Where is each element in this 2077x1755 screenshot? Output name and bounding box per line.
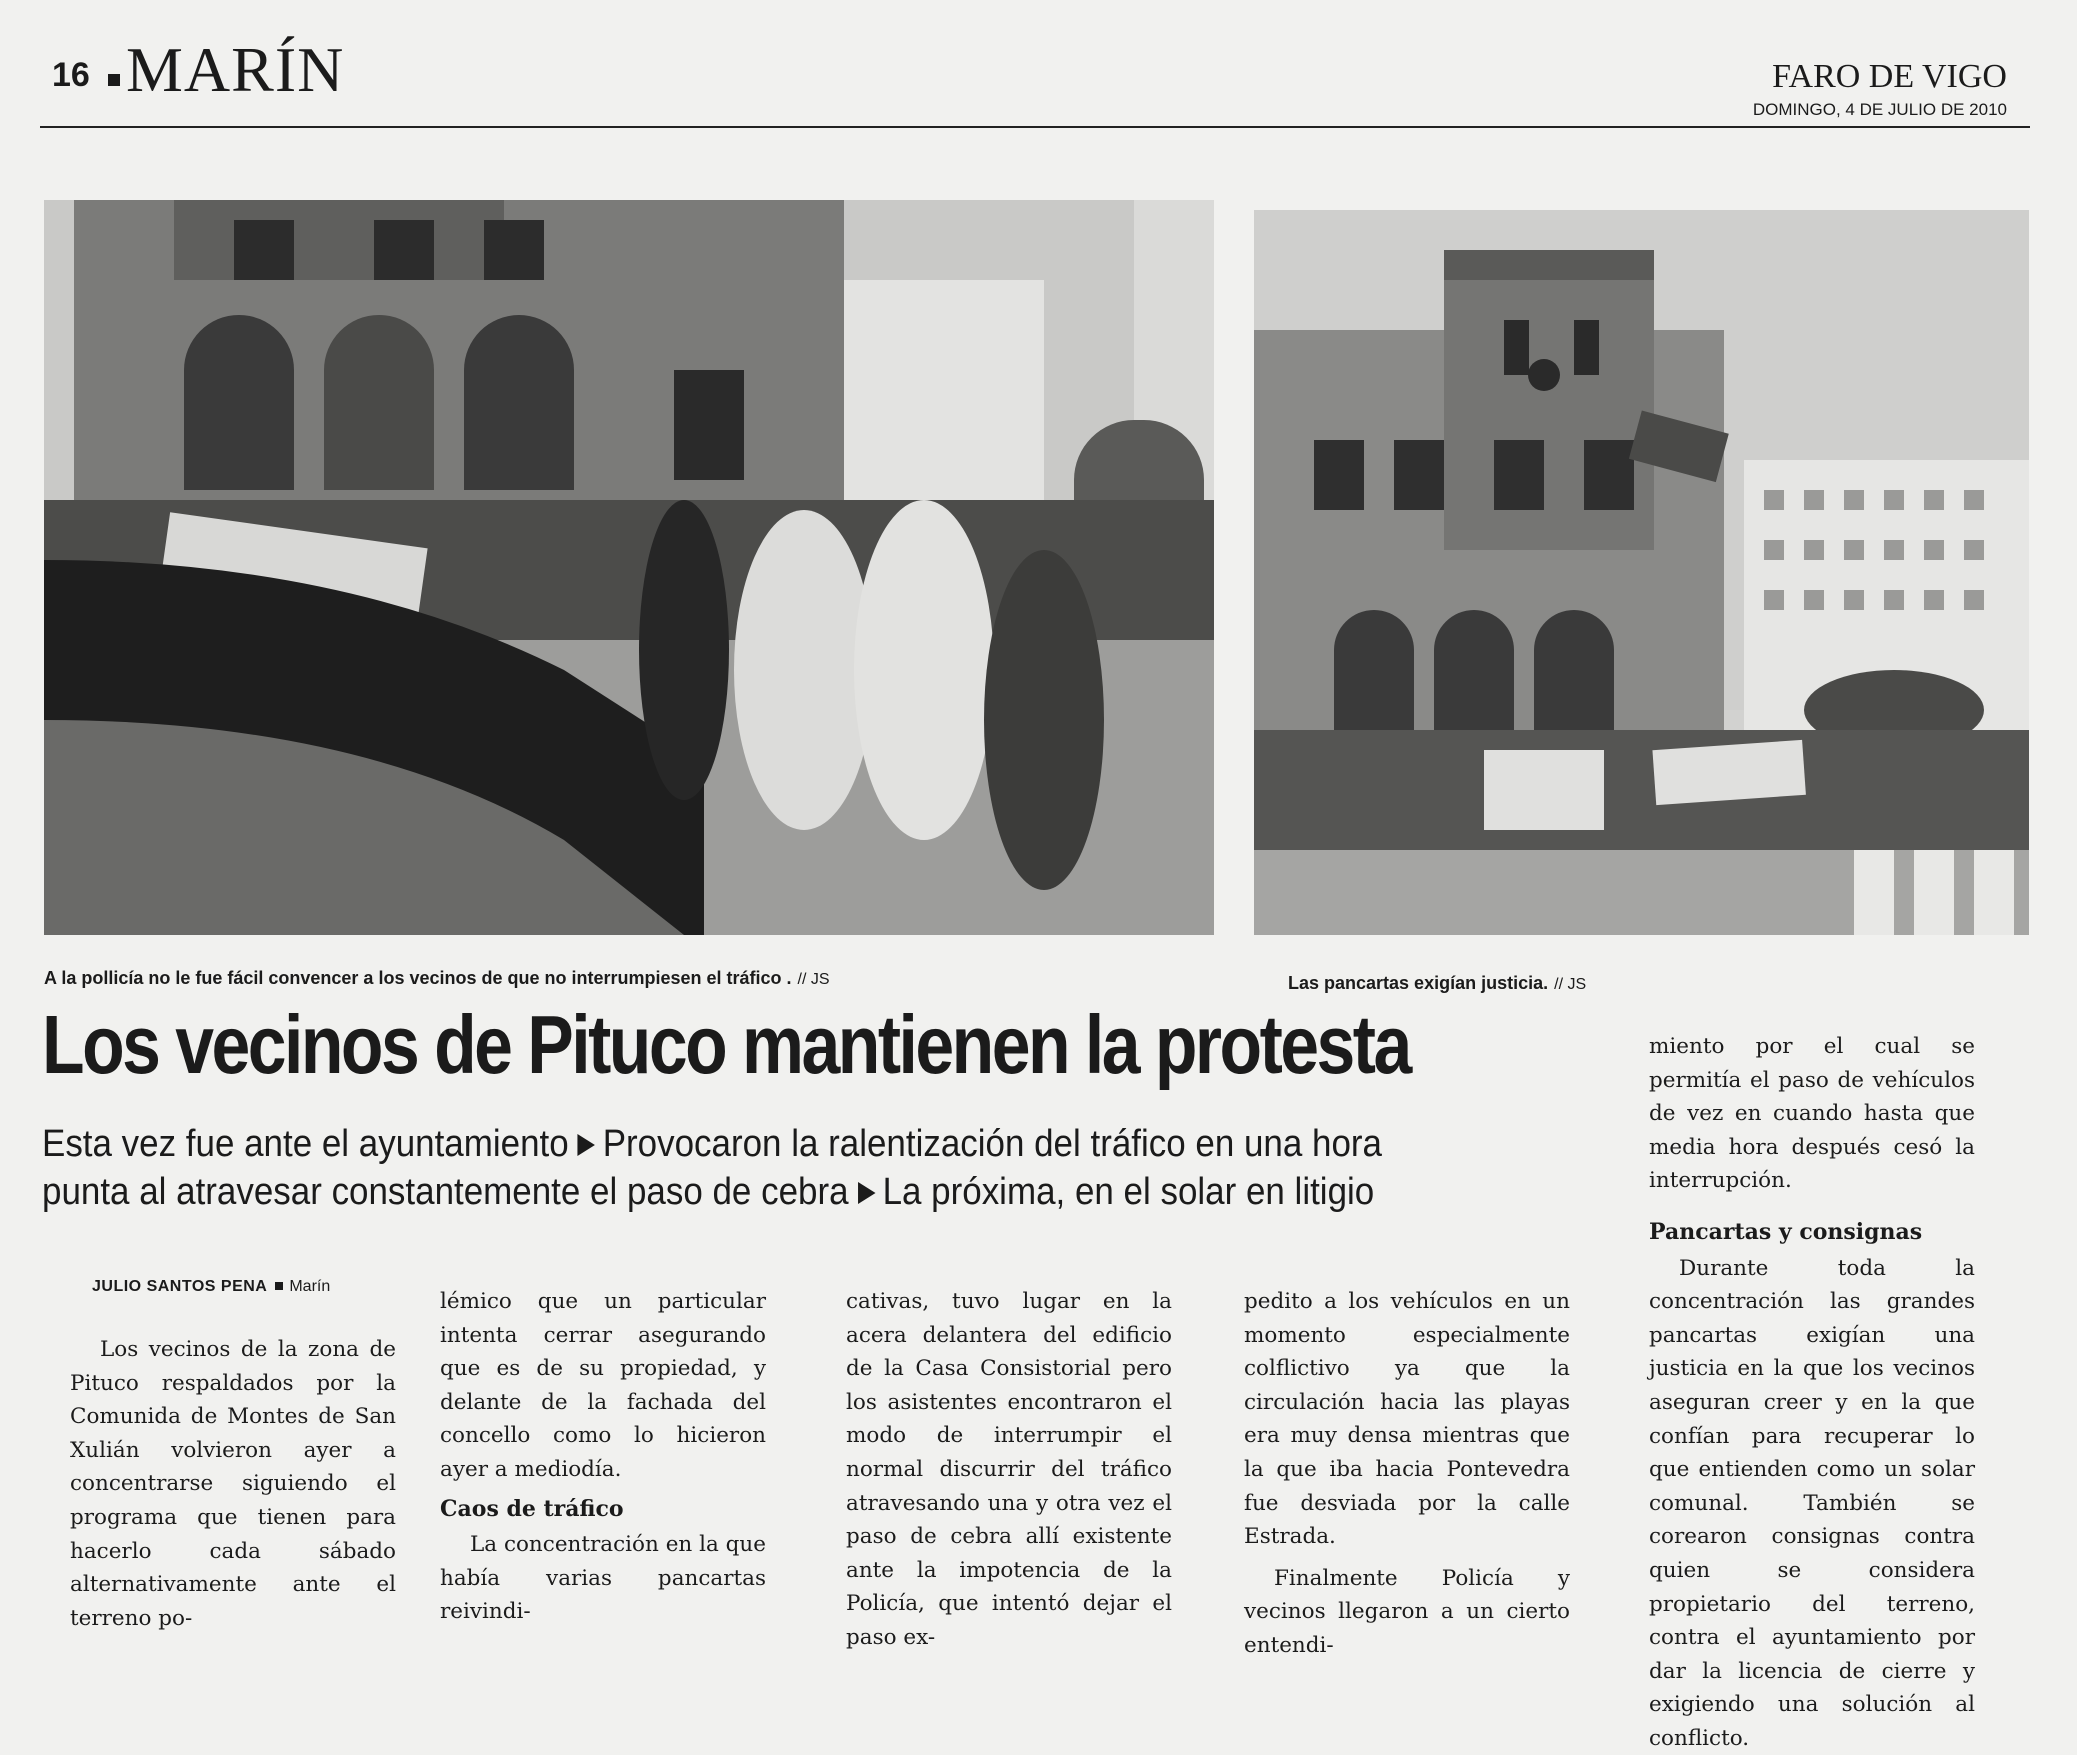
byline-location: Marín xyxy=(289,1278,331,1295)
article-column-1 xyxy=(70,1333,396,1635)
right-caption-credit: // JS xyxy=(1554,976,1587,993)
header-rule xyxy=(40,126,2030,128)
subtitle-part-3: punta al atravesar constantemente el paso de cebra xyxy=(42,1171,849,1213)
left-caption-text: A la pollicía no le fue fácil convencer a los vecinos de que no interrumpiesen el tráfico . xyxy=(44,968,792,988)
right-caption-text: Las pancartas exigían justicia. xyxy=(1288,973,1549,993)
column-1-paragraph: Los vecinos de la zona de Pituco respaldados por la Comunida de Montes de San Xulián volvieron ayer a concentrarse siguiendo el programa que tienen para hacerlo cada sábado alternativamente ante el terreno po- xyxy=(70,1337,396,1631)
section-title: MARÍN xyxy=(126,34,345,105)
protest-photo-right xyxy=(1254,210,2029,935)
triangle-bullet-icon xyxy=(858,1182,875,1204)
column-4-paragraph: pedito a los vehículos en un momento especialmente colflictivo ya que la circulación hacia las playas era muy densa mientras que la que iba hacia Pontevedra fue desviada por la calle Estrada. xyxy=(1244,1289,1570,1550)
newspaper-name: FARO DE VIGO xyxy=(1772,58,2007,95)
article-column-2 xyxy=(440,1285,766,1629)
article-column-4 xyxy=(1244,1285,1570,1663)
subtitle-line-2 xyxy=(42,1170,1374,1214)
column-5-paragraph-2: Durante toda la concentración las grandes pancartas exigían una justicia en la que los vecinos aseguran creer y en la que confían para recuperar lo que entienden como un solar comunal. También se corearon consignas contra quien se considera propietario del terreno, contra el ayuntamiento por dar la licencia de cierre y exigiendo una solución al conflicto. xyxy=(1649,1255,1975,1751)
left-caption-credit: // JS xyxy=(797,971,830,988)
column-3-paragraph: cativas, tuvo lugar en la acera delantera del edificio de la Casa Consistorial pero los asistentes encontraron el modo de interrumpir el normal discurrir del tráfico atravesando una y otra vez el paso de cebra allí existente ante la impotencia de la Policía, que intentó dejar el paso ex- xyxy=(846,1289,1172,1650)
subtitle-line-1 xyxy=(42,1122,1382,1166)
protest-photo-left xyxy=(44,200,1214,935)
subtitle-part-1: Esta vez fue ante el ayuntamiento xyxy=(42,1123,569,1165)
left-photo-caption xyxy=(44,968,830,989)
subtitle-part-4: La próxima, en el solar en litigio xyxy=(882,1171,1375,1213)
article-column-3 xyxy=(846,1285,1172,1655)
column-4-paragraph-2: Finalmente Policía y vecinos llegaron a un cierto entendi- xyxy=(1244,1565,1570,1658)
subtitle-part-2: Provocaron la ralentización del tráfico en una hora xyxy=(602,1123,1383,1165)
author-name: JULIO SANTOS PENA xyxy=(92,1278,268,1295)
column-5-paragraph: miento por el cual se permitía el paso de vehículos de vez en cuando hasta que media hora después cesó la interrupción. xyxy=(1649,1034,1975,1194)
triangle-bullet-icon xyxy=(578,1134,595,1156)
subhead-caos-de-trafico: Caos de tráfico xyxy=(440,1495,624,1522)
byline xyxy=(92,1278,330,1296)
column-2-paragraph-2: La concentración en la que había varias pancartas reivindi- xyxy=(440,1532,766,1625)
column-2-paragraph: lémico que un particular intenta cerrar asegurando que es de su propiedad, y delante de la fachada del concello como lo hicieron ayer a mediodía. xyxy=(440,1289,766,1482)
article-column-5 xyxy=(1649,1030,1975,1755)
subhead-pancartas-y-consignas: Pancartas y consignas xyxy=(1649,1218,1923,1245)
right-photo-caption xyxy=(1288,973,1586,994)
issue-date: DOMINGO, 4 DE JULIO DE 2010 xyxy=(1752,100,2007,119)
headline: Los vecinos de Pituco mantienen la protesta xyxy=(42,998,1410,1091)
byline-separator xyxy=(275,1282,283,1290)
page-number-separator xyxy=(108,74,120,86)
page-number: 16 xyxy=(52,56,90,94)
